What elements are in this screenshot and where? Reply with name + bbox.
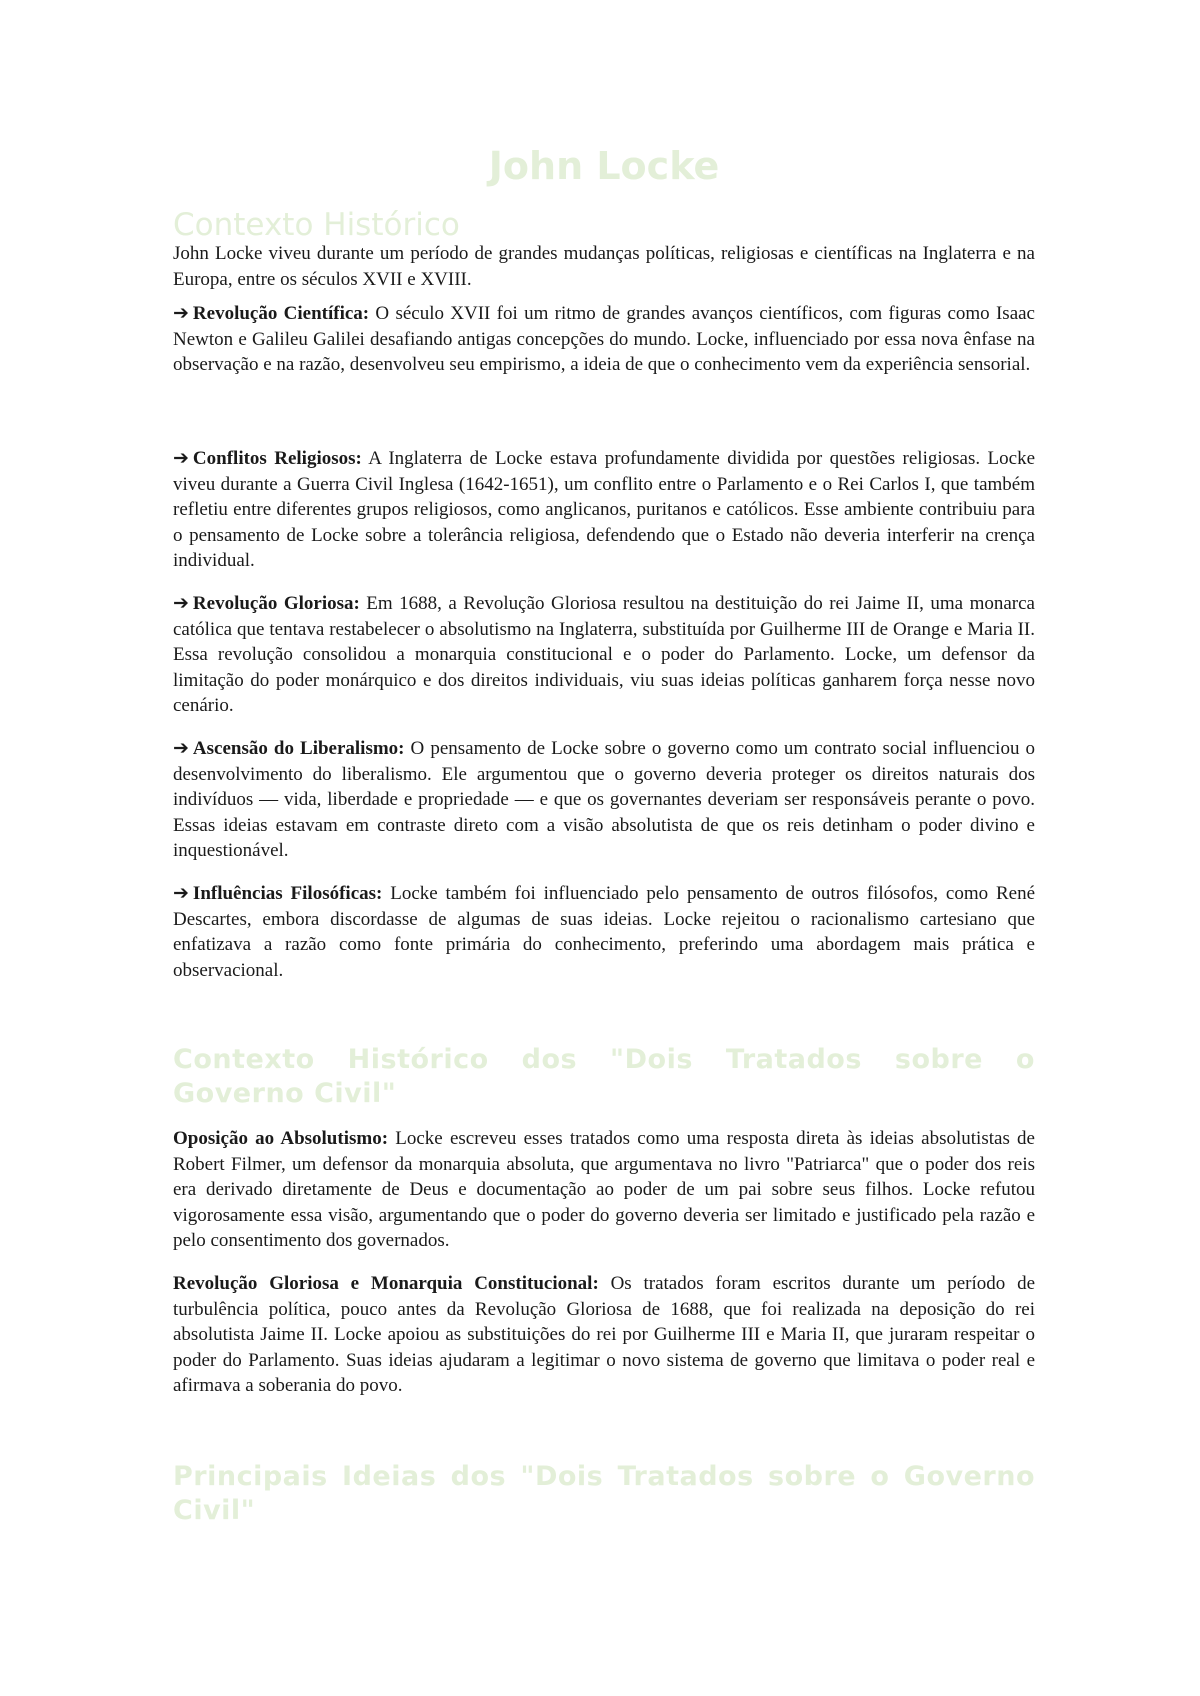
arrow-right-icon: ➔: [173, 302, 189, 324]
intro-paragraph: [173, 241, 1035, 292]
section-heading-contexto-historico: Contexto Histórico: [173, 207, 460, 243]
list-item-conflitos-religiosos: [173, 446, 1035, 574]
arrow-right-icon: ➔: [173, 737, 189, 759]
item-text: O século XVII foi um ritmo de grandes avanços científicos, com figuras como Isaac Newton e Galileu Galilei desafiando antigas concepções do mundo. Locke, influenciado por essa nova ênfase na observação e na razão, desenvolveu seu empirismo, a ideia de que o conhecimento vem da experiência sensorial.: [173, 303, 1035, 376]
paragraph-revolucao-monarquia: [173, 1271, 1035, 1399]
list-item-revolucao-gloriosa: [173, 591, 1035, 719]
item-label: Oposição ao Absolutismo:: [173, 1128, 389, 1149]
item-label: Revolução Gloriosa:: [192, 593, 360, 614]
item-text: Em 1688, a Revolução Gloriosa resultou na destituição do rei Jaime II, uma monarca católica que tentava restabelecer o absolutismo na Inglaterra, substituída por Guilherme III de Orange e Maria II. Essa revolução consolidou a monarquia constitucional e o poder do Parlamento. Locke, um defensor da limitação do poder monárquico e dos direitos individuais, viu suas ideias políticas ganharem força nesse novo cenário.: [173, 593, 1035, 717]
item-label: Conflitos Religiosos:: [192, 448, 362, 469]
list-item-ascensao-liberalismo: [173, 736, 1035, 864]
list-item-influencias-filosoficas: [173, 881, 1035, 983]
arrow-right-icon: ➔: [173, 592, 189, 614]
document-title: John Locke: [488, 144, 720, 188]
list-item-revolucao-cientifica: [173, 301, 1035, 378]
item-label: Ascensão do Liberalismo:: [192, 738, 405, 759]
section-heading-contexto-dois-tratados: Contexto Histórico dos "Dois Tratados sobre o Governo Civil": [173, 1044, 1035, 1109]
item-label: Revolução Científica:: [192, 303, 370, 324]
item-text: Os tratados foram escritos durante um período de turbulência política, pouco antes da Revolução Gloriosa de 1688, que foi realizada na deposição do rei absolutista Jaime II. Locke apoiou as substituições do rei por Guilherme III e Maria II, que juraram respeitar o poder do Parlamento. Suas ideias ajudaram a legitimar o novo sistema de governo que limitava o poder real e afirmava a soberania do povo.: [173, 1273, 1036, 1397]
item-text: Locke também foi influenciado pelo pensamento de outros filósofos, como René Descartes, embora discordasse de algumas de suas ideias. Locke rejeitou o racionalismo cartesiano que enfatizava a razão como fonte primária do conhecimento, preferindo uma abordagem mais prática e observacional.: [173, 883, 1036, 981]
item-text: Locke escreveu esses tratados como uma resposta direta às ideias absolutistas de Robert Filmer, um defensor da monarquia absoluta, que argumentava no livro "Patriarca" que o poder dos reis era derivado diretamente de Deus e documentação ao poder de um pai sobre seus filhos. Locke refutou vigorosamente essa visão, argumentando que o poder do governo deveria ser limitado e justificado pela razão e pelo consentimento dos governados.: [173, 1128, 1035, 1252]
item-text: O pensamento de Locke sobre o governo como um contrato social influenciou o desenvolvimento do liberalismo. Ele argumentou que o governo deveria proteger os direitos naturais dos indivíduos — vida, liberdade e propriedade — e que os governantes deveriam ser responsáveis perante o povo. Essas ideias estavam em contraste direto com a visão absolutista de que os reis detinham o poder divino e inquestionável.: [173, 738, 1035, 862]
paragraph-oposicao-absolutismo: [173, 1126, 1035, 1254]
arrow-right-icon: ➔: [173, 882, 189, 904]
item-label: Influências Filosóficas:: [192, 883, 383, 904]
arrow-right-icon: ➔: [173, 447, 189, 469]
intro-text: John Locke viveu durante um período de grandes mudanças políticas, religiosas e científicas na Inglaterra e na Europa, entre os séculos XVII e XVIII.: [173, 243, 1035, 290]
section-heading-principais-ideias: Principais Ideias dos "Dois Tratados sobre o Governo Civil": [173, 1461, 1035, 1526]
item-text: A Inglaterra de Locke estava profundamente dividida por questões religiosas. Locke viveu durante a Guerra Civil Inglesa (1642-1651), um conflito entre o Parlamento e o Rei Carlos I, que também refletiu entre diferentes grupos religiosos, como anglicanos, puritanos e católicos. Esse ambiente contribuiu para o pensamento de Locke sobre a tolerância religiosa, defendendo que o Estado não deveria interferir na crença individual.: [173, 448, 1036, 572]
item-label: Revolução Gloriosa e Monarquia Constitucional:: [173, 1273, 599, 1294]
